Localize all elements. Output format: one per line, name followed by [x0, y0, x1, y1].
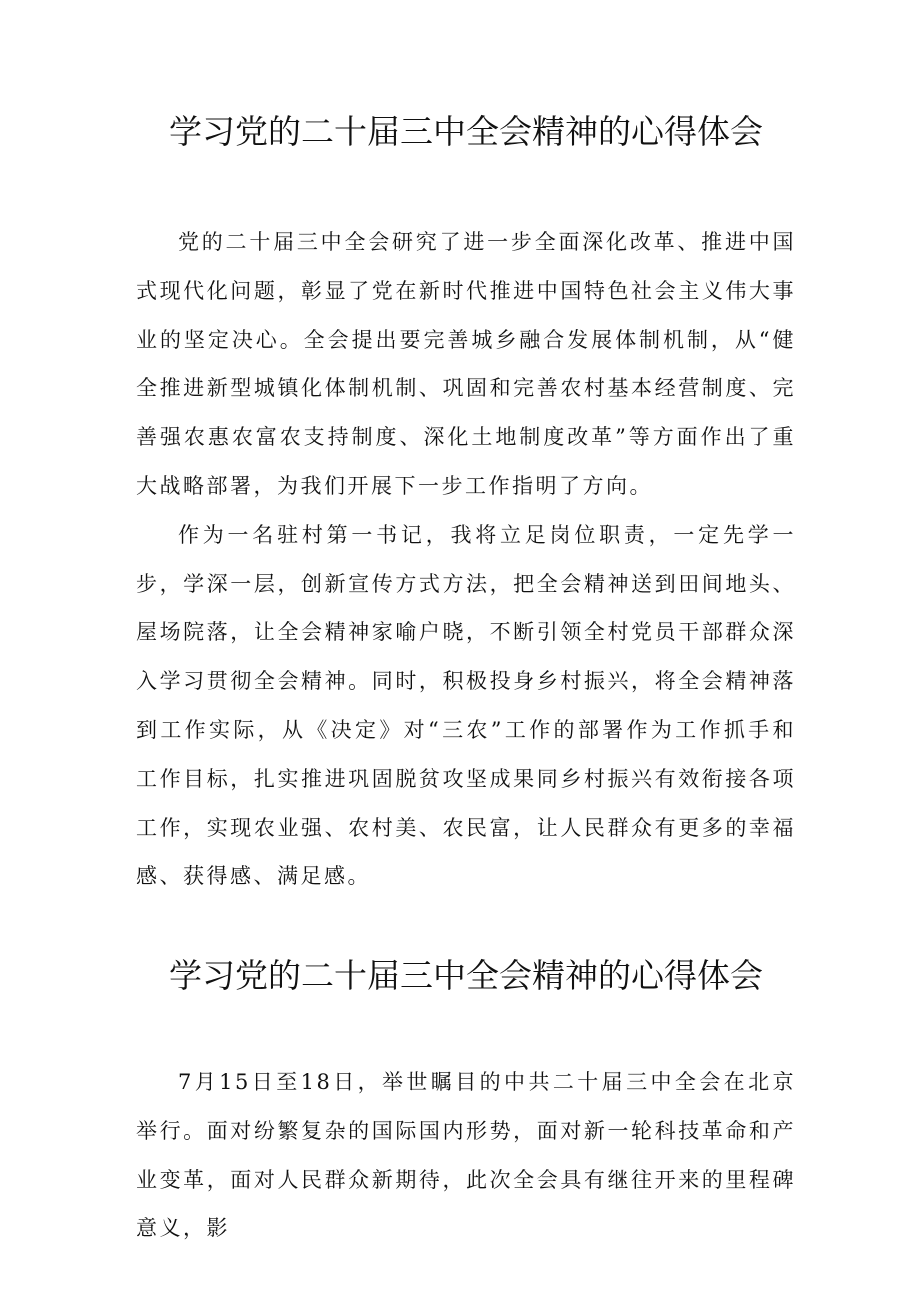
paragraph: 7月15日至18日，举世瞩目的中共二十届三中全会在北京举行。面对纷繁复杂的国际国内形势，面对新一轮科技革命和产业变革，面对人民群众新期待，此次全会具有继往开来的里程碑意义，影	[136, 1070, 796, 1241]
article-1	[136, 104, 796, 901]
article-title: 学习党的二十届三中全会精神的心得体会	[169, 112, 763, 151]
paragraph: 党的二十届三中全会研究了进一步全面深化改革、推进中国式现代化问题，彰显了党在新时代推进中国特色社会主义伟大事业的坚定决心。全会提出要完善城乡融合发展体制机制，从“健全推进新型城镇化体制机制、巩固和完善农村基本经营制度、完善强农惠农富农支持制度、深化土地制度改革”等方面作出了重大战略部署，为我们开展下一步工作指明了方向。	[136, 230, 796, 498]
paragraph: 作为一名驻村第一书记，我将立足岗位职责，一定先学一步，学深一层，创新宣传方式方法，把全会精神送到田间地头、屋场院落，让全会精神家喻户晓，不断引领全村党员干部群众深入学习贯彻全会精神。同时，积极投身乡村振兴，将全会精神落到工作实际，从《决定》对“三农”工作的部署作为工作抓手和工作目标，扎实推进巩固脱贫攻坚成果同乡村振兴有效衔接各项工作，实现农业强、农村美、农民富，让人民群众有更多的幸福感、获得感、满足感。	[136, 522, 796, 889]
article-2	[136, 948, 796, 1253]
article-body	[136, 1058, 796, 1253]
article-title: 学习党的二十届三中全会精神的心得体会	[169, 956, 763, 995]
article-body	[136, 218, 796, 901]
